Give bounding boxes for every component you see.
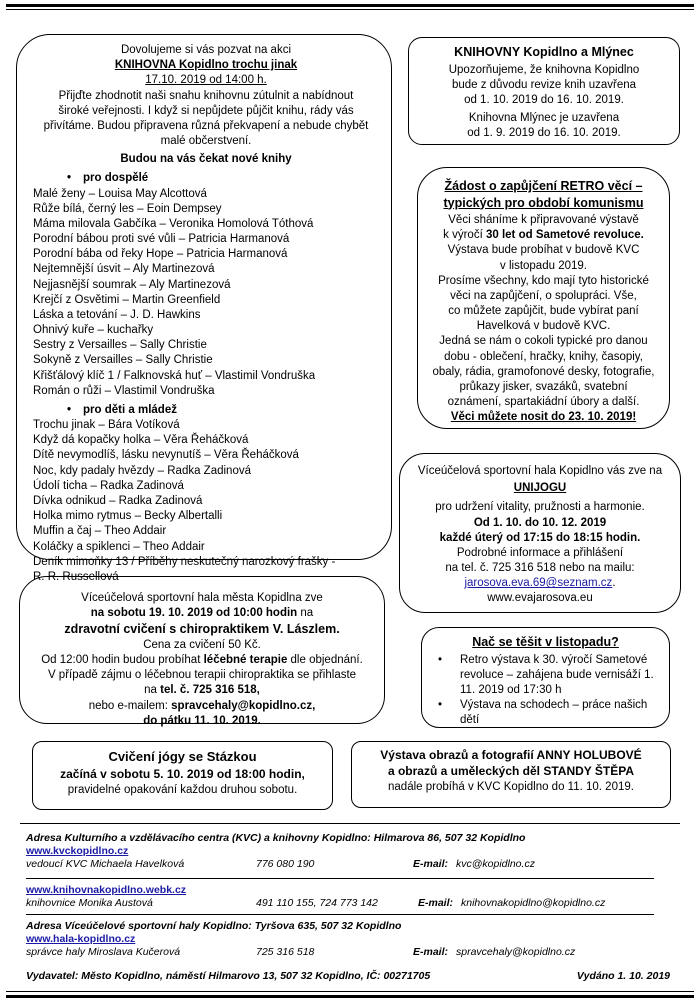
- kids-book-list: [33, 418, 379, 585]
- chiro-therapy-prefix: Od 12:00 hodin budou probíhat: [41, 654, 204, 667]
- chiro-line: Víceúčelová sportovní hala města Kopidlna zve: [81, 592, 323, 604]
- list-item: Holka mimo rytmus – Becky Albertalli: [33, 510, 223, 523]
- unijog-box: [399, 453, 681, 613]
- chiro-deadline: do pátku 11. 10. 2019.: [143, 714, 261, 727]
- november-list: [426, 653, 665, 729]
- hall-person: správce haly Miroslava Kučerová: [26, 946, 181, 959]
- retro-deadline: Věci můžete nosit do 23. 10. 2019!: [450, 411, 637, 424]
- chiro-line: [22, 653, 382, 668]
- retro-line: dobu - oblečení, hračky, knihy, časopiy,: [444, 350, 643, 363]
- retro-line: obaly, rádia, gramofonové desky, fotografie,: [432, 365, 655, 378]
- issued-date: Vydáno 1. 10. 2019: [576, 970, 670, 982]
- retro-line: Prosíme všechny, kdo mají tyto historické: [438, 274, 649, 287]
- kvc-person: vedoucí KVC Michaela Havelková: [26, 858, 185, 871]
- list-item: Růže bílá, černý les – Eoin Dempsey: [33, 202, 222, 215]
- yoga-box: [32, 741, 333, 810]
- exhibition-box: [351, 741, 671, 808]
- hall-contact-row: [26, 946, 670, 960]
- invite-body: Přijďte zhodnotit naši snahu knihovnu zútulnit a nabídnout široké veřejnosti. I když si nepůjdete půjčit knihu, rády vás přivítáme. Budou připravena různá překvapení a nebude chybět malé občerstvení.: [43, 89, 369, 148]
- chiro-price: Cena za cvičení 50 Kč.: [143, 638, 261, 651]
- retro-line: Výstava bude probíhat v budově KVC: [447, 244, 640, 257]
- retro-line: Havelková v budově KVC.: [476, 320, 611, 333]
- chiro-phone: tel. č. 725 316 518,: [160, 684, 260, 697]
- library-person: knihovnice Monika Austová: [26, 897, 153, 910]
- new-books-heading: Budou na vás čekat nové knihy: [120, 153, 292, 166]
- closure-line-2: bude z důvodu revize knih uzavřena: [451, 78, 637, 91]
- hall-phone: 725 316 518: [256, 946, 315, 959]
- yoga-start: začíná v sobotu 5. 10. 2019 od 18:00 hodin,: [60, 767, 305, 782]
- unijog-email-link[interactable]: jarosova.eva.69@seznam.cz: [464, 577, 613, 590]
- invite-event-title: KNIHOVNA Kopidlno trochu jinak: [114, 59, 298, 72]
- unijog-line: na tel. č. 725 316 518 nebo na mailu:: [445, 562, 635, 575]
- retro-title-1: Žádost o zapůjčení RETRO věcí –: [444, 179, 643, 193]
- hall-email[interactable]: spravcehaly@kopidlno.cz: [456, 946, 576, 959]
- list-item: Krejčí z Osvětimi – Martin Greenfield: [33, 293, 221, 306]
- list-item: Nejtemnější úsvit – Aly Martinezová: [33, 263, 215, 276]
- retro-anniv: 30 let od Sametové revoluce.: [485, 229, 644, 242]
- library-email[interactable]: knihovnakopidlno@kopidlno.cz: [461, 897, 606, 910]
- hall-address: Adresa Víceúčelové sportovní haly Kopidlno: Tyršova 635, 507 32 Kopidlno: [26, 920, 402, 932]
- unijog-line: Podrobné informace a přihlášení: [456, 546, 624, 559]
- retro-box: [417, 167, 670, 429]
- library-invite-box: [16, 34, 392, 583]
- footer-hall: [26, 920, 670, 960]
- chiro-title: zdravotní cvičení s chiropraktikem V. Lászlem.: [64, 622, 340, 637]
- unijog-email-dot: .: [612, 577, 616, 590]
- exhibition-line-2: a obrazů a uměleckých děl STANDY ŠTĚPA: [387, 763, 635, 778]
- kids-category: • pro děti a mládež: [67, 403, 379, 418]
- list-item: Dívka odnikud – Radka Zadinová: [33, 494, 203, 507]
- chiro-phone-prefix: na: [144, 684, 161, 697]
- list-item: Deník mimoňky 13 / Příběhy neskutečný narozkový frašky -: [33, 555, 336, 568]
- list-item: Porodní bába od řeky Hope – Patricia Harmanová: [33, 248, 288, 261]
- list-item: • Výstava na schodech – práce našich dětí: [426, 698, 665, 728]
- top-rule: [6, 4, 694, 7]
- closure-line-1: Upozorňujeme, že knihovna Kopidlno: [448, 63, 640, 76]
- list-item: Román o růži – Vlastimil Vondruška: [33, 384, 215, 397]
- library-contact-row: [26, 897, 670, 911]
- adults-book-list: [33, 187, 379, 399]
- chiro-therapy-suffix: dle objednání.: [287, 654, 363, 667]
- list-item: Ohnivý kuře – kuchařky: [33, 324, 154, 337]
- invite-intro: Dovolujeme si vás pozvat na akci: [120, 44, 292, 56]
- retro-line: co můžete zapůjčit, bude vybírat paní: [448, 305, 639, 318]
- publisher-row: [26, 970, 670, 984]
- footer: [26, 832, 670, 872]
- unijog-line: pro udržení vitality, pružnosti a harmonie.: [435, 501, 645, 514]
- chiro-date: na sobotu 19. 10. 2019 od 10:00 hodin: [90, 607, 298, 620]
- chiro-email: spravcehaly@kopidlno.cz,: [171, 699, 316, 712]
- library-phone: 491 110 155, 724 773 142: [256, 897, 378, 910]
- list-item: Trochu jinak – Bára Votíková: [33, 419, 180, 432]
- unijog-web[interactable]: www.evajarosova.eu: [487, 592, 593, 605]
- footer-separator: [26, 914, 654, 915]
- list-item: Koláčky a spiklenci – Theo Addair: [33, 540, 205, 553]
- yoga-repeat: pravidelné opakování každou druhou sobotu.: [67, 783, 298, 796]
- list-item: Láska a tetování – J. D. Hawkins: [33, 308, 201, 321]
- exhibition-line-1: Výstava obrazů a fotografií ANNY HOLUBOVÉ: [380, 748, 642, 762]
- list-item: • Retro výstava k 30. výročí Sametové revoluce – zahájena bude vernisáží 1. 11. 2019 od 17:30 h: [426, 653, 665, 699]
- list-item: R. R. Russellová: [33, 570, 119, 583]
- retro-title-2: typických pro období komunismu: [443, 195, 644, 210]
- chiro-line: [22, 699, 382, 714]
- list-item: Dítě nevymodlíš, lásku nevynutíš – Věra Řeháčková: [33, 449, 299, 462]
- chiro-line: [22, 683, 382, 698]
- list-item: Noc, kdy padaly hvězdy – Radka Zadinová: [33, 464, 251, 477]
- library-web-link[interactable]: www.knihovnakopidlno.webk.cz: [26, 884, 187, 896]
- closure-title: KNIHOVNY Kopidlno a Mlýnec: [454, 45, 634, 59]
- list-item: Sestry z Versailles – Sally Christie: [33, 339, 207, 352]
- invite-event-date: 17.10. 2019 od 14:00 h.: [145, 74, 267, 87]
- kvc-address: Adresa Kulturního a vzdělávacího centra (KVC) a knihovny Kopidlno: Hilmarova 86, 507 32 Kopidlno: [26, 832, 526, 844]
- chiro-date-suffix: na: [297, 607, 314, 620]
- list-item: Malé ženy – Louisa May Alcottová: [33, 187, 207, 200]
- list-item: Muffin a čaj – Theo Addair: [33, 525, 167, 538]
- chiro-email-prefix: nebo e-mailem:: [88, 699, 172, 712]
- adults-category: • pro dospělé: [67, 171, 379, 186]
- footer-separator: [26, 878, 654, 879]
- kvc-contact-row: [26, 858, 670, 872]
- retro-line: průkazy jisker, svazáků, svatební: [459, 380, 628, 393]
- unijog-times: každé úterý od 17:15 do 18:15 hodin.: [439, 531, 641, 544]
- chiro-line: [22, 606, 382, 621]
- chiro-line: V případě zájmu o léčebnou terapii chiropraktika se přihlaste: [47, 669, 357, 682]
- publisher: Vydavatel: Město Kopidlno, náměstí Hilmarovo 13, 507 32 Kopidlno, IČ: 00271705: [26, 970, 431, 982]
- kvc-email[interactable]: kvc@kopidlno.cz: [456, 858, 535, 871]
- hall-email-label: E-mail:: [413, 946, 449, 959]
- retro-line: Jedná se nám o cokoli typické pro danou: [439, 335, 648, 348]
- list-item: Nejjasnější soumrak – Aly Martinezová: [33, 278, 231, 291]
- hall-web-link[interactable]: www.hala-kopidlno.cz: [26, 933, 136, 946]
- yoga-title: Cvičení jógy se Stázkou: [108, 749, 257, 764]
- closure-line-5: od 1. 9. 2019 do 16. 10. 2019.: [467, 127, 621, 140]
- list-item: Máma milovala Gabčíka – Veronika Homolová Tóthová: [33, 217, 314, 230]
- top-rule-thin: [6, 9, 694, 10]
- kvc-phone: 776 080 190: [256, 858, 315, 871]
- list-item: Sokyně z Versailles – Sally Christie: [33, 354, 213, 367]
- list-item: Údolí ticha – Radka Zadinová: [33, 479, 184, 492]
- unijog-email-row: [402, 576, 678, 591]
- retro-anniv-prefix: k výročí: [443, 229, 486, 242]
- bottom-rule-thin: [6, 991, 694, 992]
- chiro-box: [19, 576, 385, 727]
- closure-box: [408, 37, 680, 145]
- retro-line: oznámení, spartakiádní úbory a další.: [447, 396, 640, 409]
- footer-library: [26, 884, 670, 911]
- list-item: Když dá kopačky holka – Věra Řeháčková: [33, 434, 249, 447]
- november-box: [421, 627, 670, 728]
- kvc-web-link[interactable]: www.kvckopidlno.cz: [26, 845, 129, 858]
- closure-line-3: od 1. 10. 2019 do 16. 10. 2019.: [464, 93, 624, 106]
- kvc-email-label: E-mail:: [413, 858, 449, 871]
- retro-line: v listopadu 2019.: [500, 259, 587, 272]
- retro-line: Věci sháníme k připravované výstavě: [448, 214, 639, 226]
- unijog-line: Víceúčelová sportovní hala Kopidlno vás zve na: [417, 465, 663, 477]
- chiro-therapy: léčebné terapie: [203, 654, 288, 667]
- footer-publisher: [26, 970, 670, 984]
- november-title: Nač se těšit v listopadu?: [472, 635, 619, 649]
- retro-line: [420, 228, 667, 243]
- unijog-title: UNIJOGU: [513, 482, 567, 495]
- retro-line: věci na zapůjčení, o spolupráci. Vše,: [450, 289, 637, 302]
- bottom-rule: [6, 995, 694, 998]
- list-item: Křišťálový klíč 1 / Falknovská huť – Vlastimil Vondruška: [33, 369, 316, 382]
- exhibition-line-3: nadále probíhá v KVC Kopidlno do 11. 10. 2019.: [388, 780, 634, 793]
- list-item: Porodní bábou proti své vůli – Patricia Harmanová: [33, 233, 290, 246]
- unijog-dates: Od 1. 10. do 10. 12. 2019: [473, 516, 607, 529]
- footer-divider: [20, 823, 680, 824]
- library-email-label: E-mail:: [418, 897, 454, 910]
- closure-line-4: Knihovna Mlýnec je uzavřena: [468, 112, 620, 125]
